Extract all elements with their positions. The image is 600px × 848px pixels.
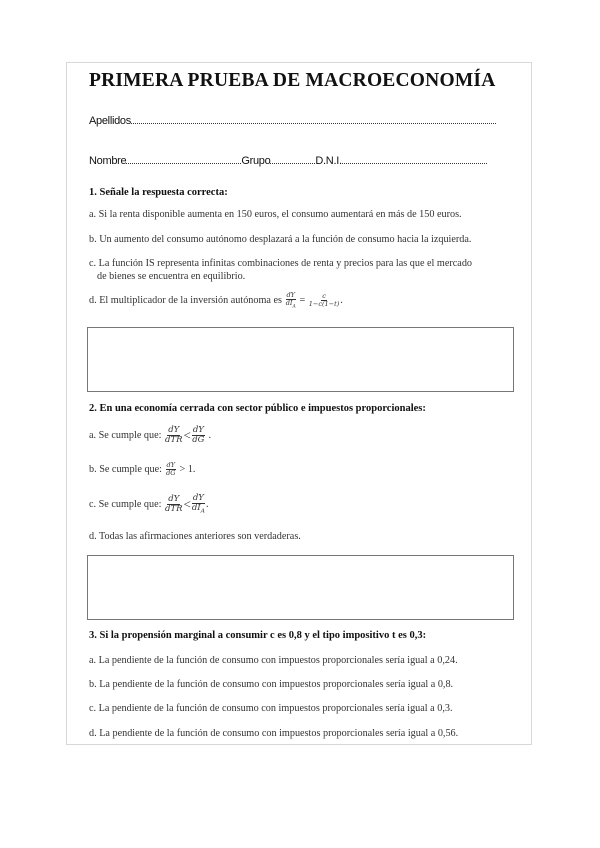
q2-option-a: a. Se cumple que: $\frac{dY}{\text{dTR}}$ < $\frac{dY}{dG}$ . (89, 425, 211, 445)
nombre-field[interactable] (89, 154, 487, 167)
q1-heading: 1. Señale la respuesta correcta: (89, 187, 228, 198)
q3-heading: 3. Si la propensión marginal a consumir c es 0,8 y el tipo impositivo t es 0,3: (89, 630, 427, 641)
q1-option-c-cont: de bienes se encuentra en equilibrio. (97, 271, 246, 282)
q3-option-d: d. La pendiente de la función de consumo con impuestos proporcionales sería igual a 0,56. (89, 728, 459, 739)
q3-option-c: c. La pendiente de la función de consumo con impuestos proporcionales sería igual a 0,3. (89, 703, 453, 714)
dni-label: D.N.I. (315, 155, 342, 167)
q1-option-b: b. Un aumento del consumo autónomo desplazará a la función de consumo hacia la izquierda. (89, 234, 472, 245)
q1-option-c: c. La función IS representa infinitas combinaciones de renta y precios para las que el mercado (89, 258, 473, 269)
apellidos-field[interactable] (89, 114, 496, 127)
q1-answer-box[interactable] (87, 327, 514, 392)
nombre-label: Nombre (89, 155, 127, 167)
q3-option-b: b. La pendiente de la función de consumo con impuestos proporcionales sería igual a 0,8. (89, 679, 454, 690)
q2-option-b: b. Se cumple que: $\frac{dY}{dG}$ > 1. (89, 461, 196, 477)
q2-heading: 2. En una economía cerrada con sector público e impuestos proporcionales: (89, 403, 426, 414)
q1-option-a: a. Si la renta disponible aumenta en 150 euros, el consumo aumentará en más de 150 euros. (89, 209, 462, 220)
q1-option-d: d. El multiplicador de la inversión autónoma es $\frac{dY}{dI_A}$ = $\frac{c}{1-c(1-t)}$ . (89, 291, 343, 310)
document-title: PRIMERA PRUEBA DE MACROECONOMÍA (89, 70, 496, 91)
q3-option-a: a. La pendiente de la función de consumo con impuestos proporcionales sería igual a 0,24. (89, 655, 458, 666)
apellidos-label: Apellidos (89, 115, 131, 127)
grupo-label: Grupo (241, 155, 271, 167)
q2-answer-box[interactable] (87, 555, 514, 620)
q2-option-c: c. Se cumple que: $\frac{dY}{\text{dTR}}$ < $\frac{dY}{dI_A}$ . (89, 493, 209, 515)
q2-option-d: d. Todas las afirmaciones anteriores son verdaderas. (89, 531, 301, 542)
